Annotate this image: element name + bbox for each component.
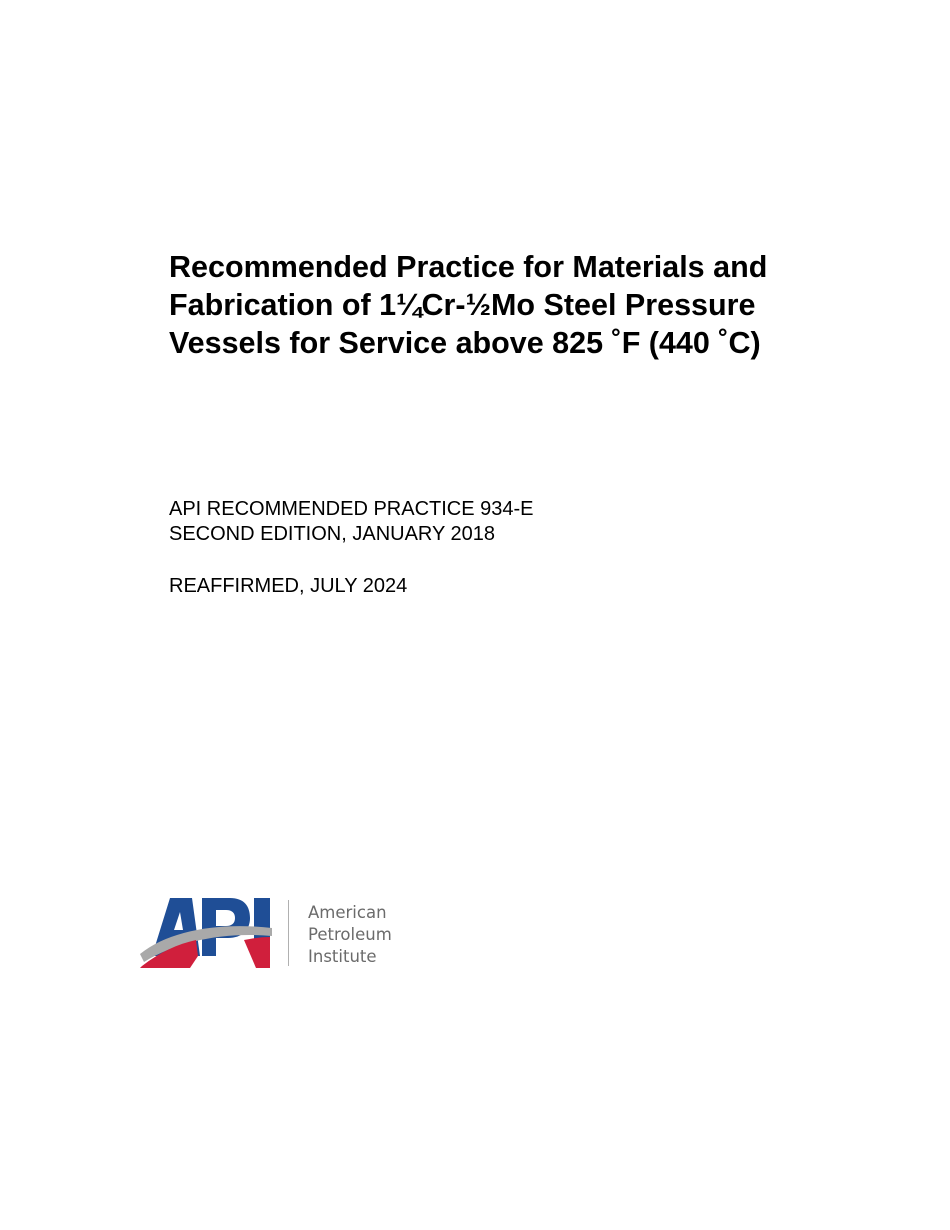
title-line: Fabrication of 1¼Cr-½Mo Steel Pressure [169,288,756,322]
logo-name-line: Institute [308,947,377,966]
logo-divider [288,900,289,966]
designation-line: API RECOMMENDED PRACTICE 934-E [169,498,534,520]
title-line: Recommended Practice for Materials and [169,250,768,284]
logo-red-wedge-right [244,937,270,968]
document-title [169,248,889,362]
api-logo [140,896,410,972]
api-logo-mark [140,896,276,970]
logo-name-line: American [308,903,387,922]
designation-line: SECOND EDITION, JANUARY 2018 [169,523,496,545]
reaffirmed-date: REAFFIRMED, JULY 2024 [169,575,408,597]
logo-name-line: Petroleum [308,925,392,944]
logo-name [308,902,392,968]
document-designation [169,497,534,547]
title-line: Vessels for Service above 825 ˚F (440 ˚C) [169,326,761,360]
